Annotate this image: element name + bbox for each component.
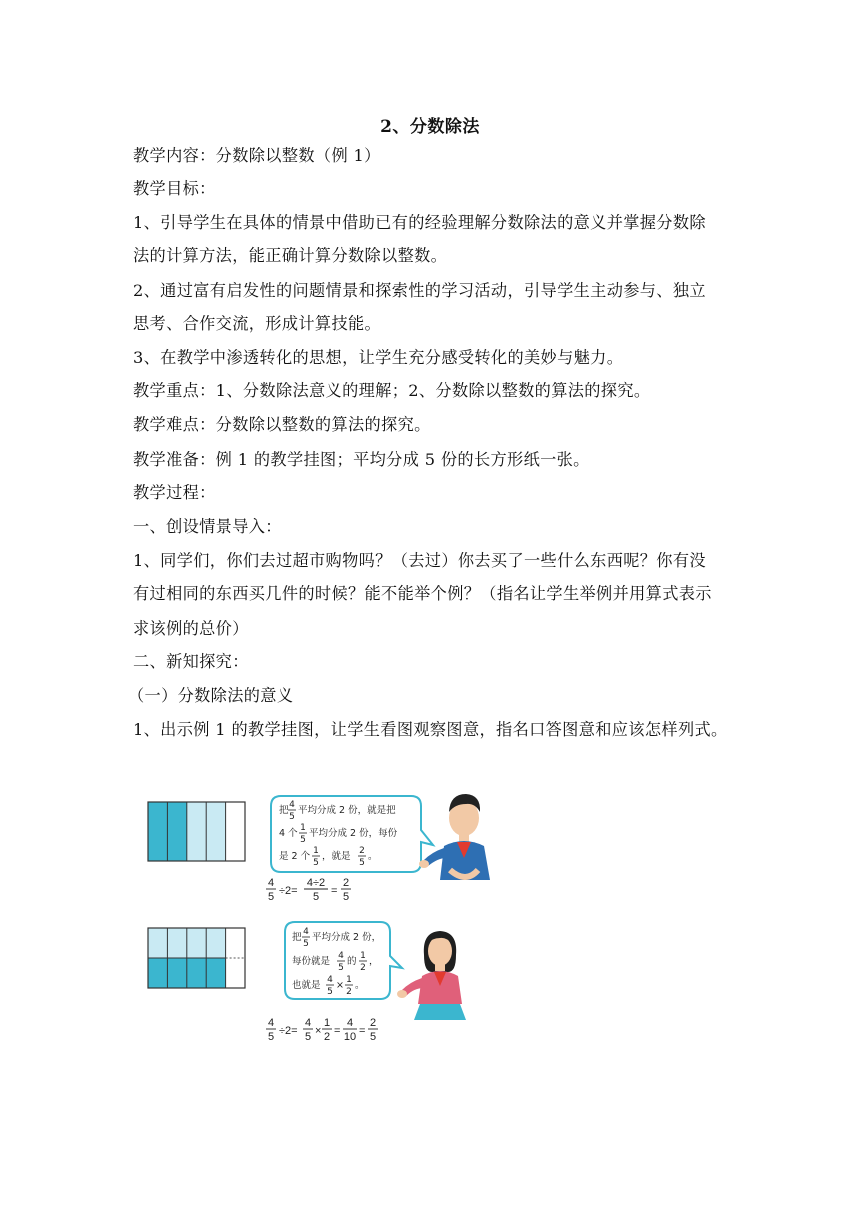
bubble2-text: 也就是 xyxy=(292,980,321,991)
bubble1-text: 是 2 个 xyxy=(279,851,311,862)
text-line: 1、引导学生在具体的情景中借助已有的经验理解分数除法的意义并掌握分数除 xyxy=(133,213,706,232)
eq-operator: × xyxy=(315,1025,322,1037)
frac-num: 1 xyxy=(300,823,306,833)
bubble2-text: × xyxy=(336,980,344,991)
rect-cell-dark xyxy=(167,802,186,861)
bubble1-text: 4 个 xyxy=(279,828,298,839)
eq-frac-num: 4 xyxy=(267,1017,275,1029)
text-line: 教学过程： xyxy=(133,483,216,502)
frac-den: 5 xyxy=(338,963,344,973)
eq-operator: ÷2= xyxy=(279,1025,298,1037)
eq-frac-num: 4 xyxy=(346,1017,354,1029)
equation-1 xyxy=(266,877,351,903)
text-line: 3、在教学中渗透转化的思想，让学生充分感受转化的美妙与魅力。 xyxy=(133,348,624,367)
bubble1-text: ，就是 xyxy=(322,851,351,862)
frac-den: 5 xyxy=(289,812,295,822)
eq-frac-den: 5 xyxy=(342,891,350,903)
text-line: 教学难点：分数除以整数的算法的探究。 xyxy=(133,415,431,434)
eq-operator: = xyxy=(334,1025,341,1037)
frac-den: 5 xyxy=(327,987,333,997)
eq-frac-den: 5 xyxy=(369,1031,377,1043)
rect-cell-empty xyxy=(226,802,245,861)
eq-frac-num: 4 xyxy=(267,877,275,889)
frac-num: 1 xyxy=(313,846,319,856)
frac-num: 4 xyxy=(289,800,295,810)
frac-den: 5 xyxy=(303,939,309,949)
eq-frac-den: 2 xyxy=(323,1031,331,1043)
eq-frac-den: 5 xyxy=(267,891,275,903)
eq-frac-num: 2 xyxy=(369,1017,377,1029)
frac-num: 4 xyxy=(338,951,344,961)
text-line: 1、出示例 1 的教学挂图，让学生看图观察图意，指名口答图意和应该怎样列式。 xyxy=(133,720,728,739)
text-line: 教学内容：分数除以整数（例 1） xyxy=(133,146,381,165)
eq-frac-den: 10 xyxy=(343,1031,357,1043)
eq-frac-den: 5 xyxy=(267,1031,275,1043)
eq-frac-den: 5 xyxy=(312,891,320,903)
text-line: 思考、合作交流，形成计算技能。 xyxy=(133,314,382,333)
text-line: （一）分数除法的意义 xyxy=(128,686,294,705)
bubble2-text: ， xyxy=(369,956,379,967)
bubble1-text: 平均分成 2 份，每份 xyxy=(309,828,398,839)
bubble2-text: 平均分成 2 份， xyxy=(312,932,382,943)
eq-frac-num: 1 xyxy=(323,1017,331,1029)
bubble1-text: 平均分成 2 份，就是把 xyxy=(298,805,396,816)
text-line: 2、通过富有启发性的问题情景和探索性的学习活动，引导学生主动参与、独立 xyxy=(133,281,706,300)
text-line: 求该例的总价） xyxy=(133,619,249,638)
frac-den: 5 xyxy=(300,835,306,845)
equation-2 xyxy=(266,1017,378,1043)
bubble2-text: 每份就是 xyxy=(292,956,331,967)
text-line: 法的计算方法，能正确计算分数除以整数。 xyxy=(133,246,448,265)
speech-bubble-1 xyxy=(271,796,433,872)
text-line: 教学重点：1、分数除法意义的理解；2、分数除以整数的算法的探究。 xyxy=(133,381,651,400)
bubble2-text: 把 xyxy=(292,932,302,943)
text-line: 教学准备：例 1 的教学挂图；平均分成 5 份的长方形纸一张。 xyxy=(133,450,590,469)
bubble2-text: 。 xyxy=(355,980,365,991)
frac-den: 5 xyxy=(313,858,319,868)
eq-frac-den: 5 xyxy=(304,1031,312,1043)
frac-den: 5 xyxy=(359,858,365,868)
rect-cell-light xyxy=(187,802,206,861)
eq-frac-num: 4÷2 xyxy=(306,877,326,889)
frac-num: 1 xyxy=(360,951,366,961)
eq-operator: ÷2= xyxy=(279,885,298,897)
boy-illustration xyxy=(419,794,490,880)
bubble1-text: 把 xyxy=(279,805,289,816)
eq-operator: = xyxy=(331,885,338,897)
frac-num: 4 xyxy=(303,927,309,937)
frac-num: 1 xyxy=(346,975,352,985)
speech-bubble-2 xyxy=(285,922,402,999)
frac-den: 2 xyxy=(346,987,352,997)
text-line: 二、新知探究： xyxy=(133,652,249,671)
text-line: 教学目标： xyxy=(133,179,216,198)
eq-operator: = xyxy=(359,1025,366,1037)
frac-den: 2 xyxy=(360,963,366,973)
text-line: 1、同学们，你们去过超市购物吗？（去过）你去买了一些什么东西呢？你有没 xyxy=(133,551,706,570)
text-line: 一、创设情景导入： xyxy=(133,517,282,536)
rectangle-model-1 xyxy=(148,802,245,861)
frac-num: 2 xyxy=(359,846,365,856)
rectangle-model-2 xyxy=(148,928,245,988)
text-line: 有过相同的东西买几件的时候？能不能举个例？（指名让学生举例并用算式表示 xyxy=(133,584,712,603)
girl-illustration xyxy=(397,931,466,1020)
eq-frac-num: 4 xyxy=(304,1017,312,1029)
rect-cell-light xyxy=(206,802,225,861)
bubble1-text: 。 xyxy=(368,851,378,862)
eq-frac-num: 2 xyxy=(342,877,350,889)
page-title: 2、分数除法 xyxy=(380,117,480,137)
rect-cell-dark xyxy=(148,802,167,861)
frac-num: 4 xyxy=(327,975,333,985)
bubble2-text: 的 xyxy=(347,956,357,967)
